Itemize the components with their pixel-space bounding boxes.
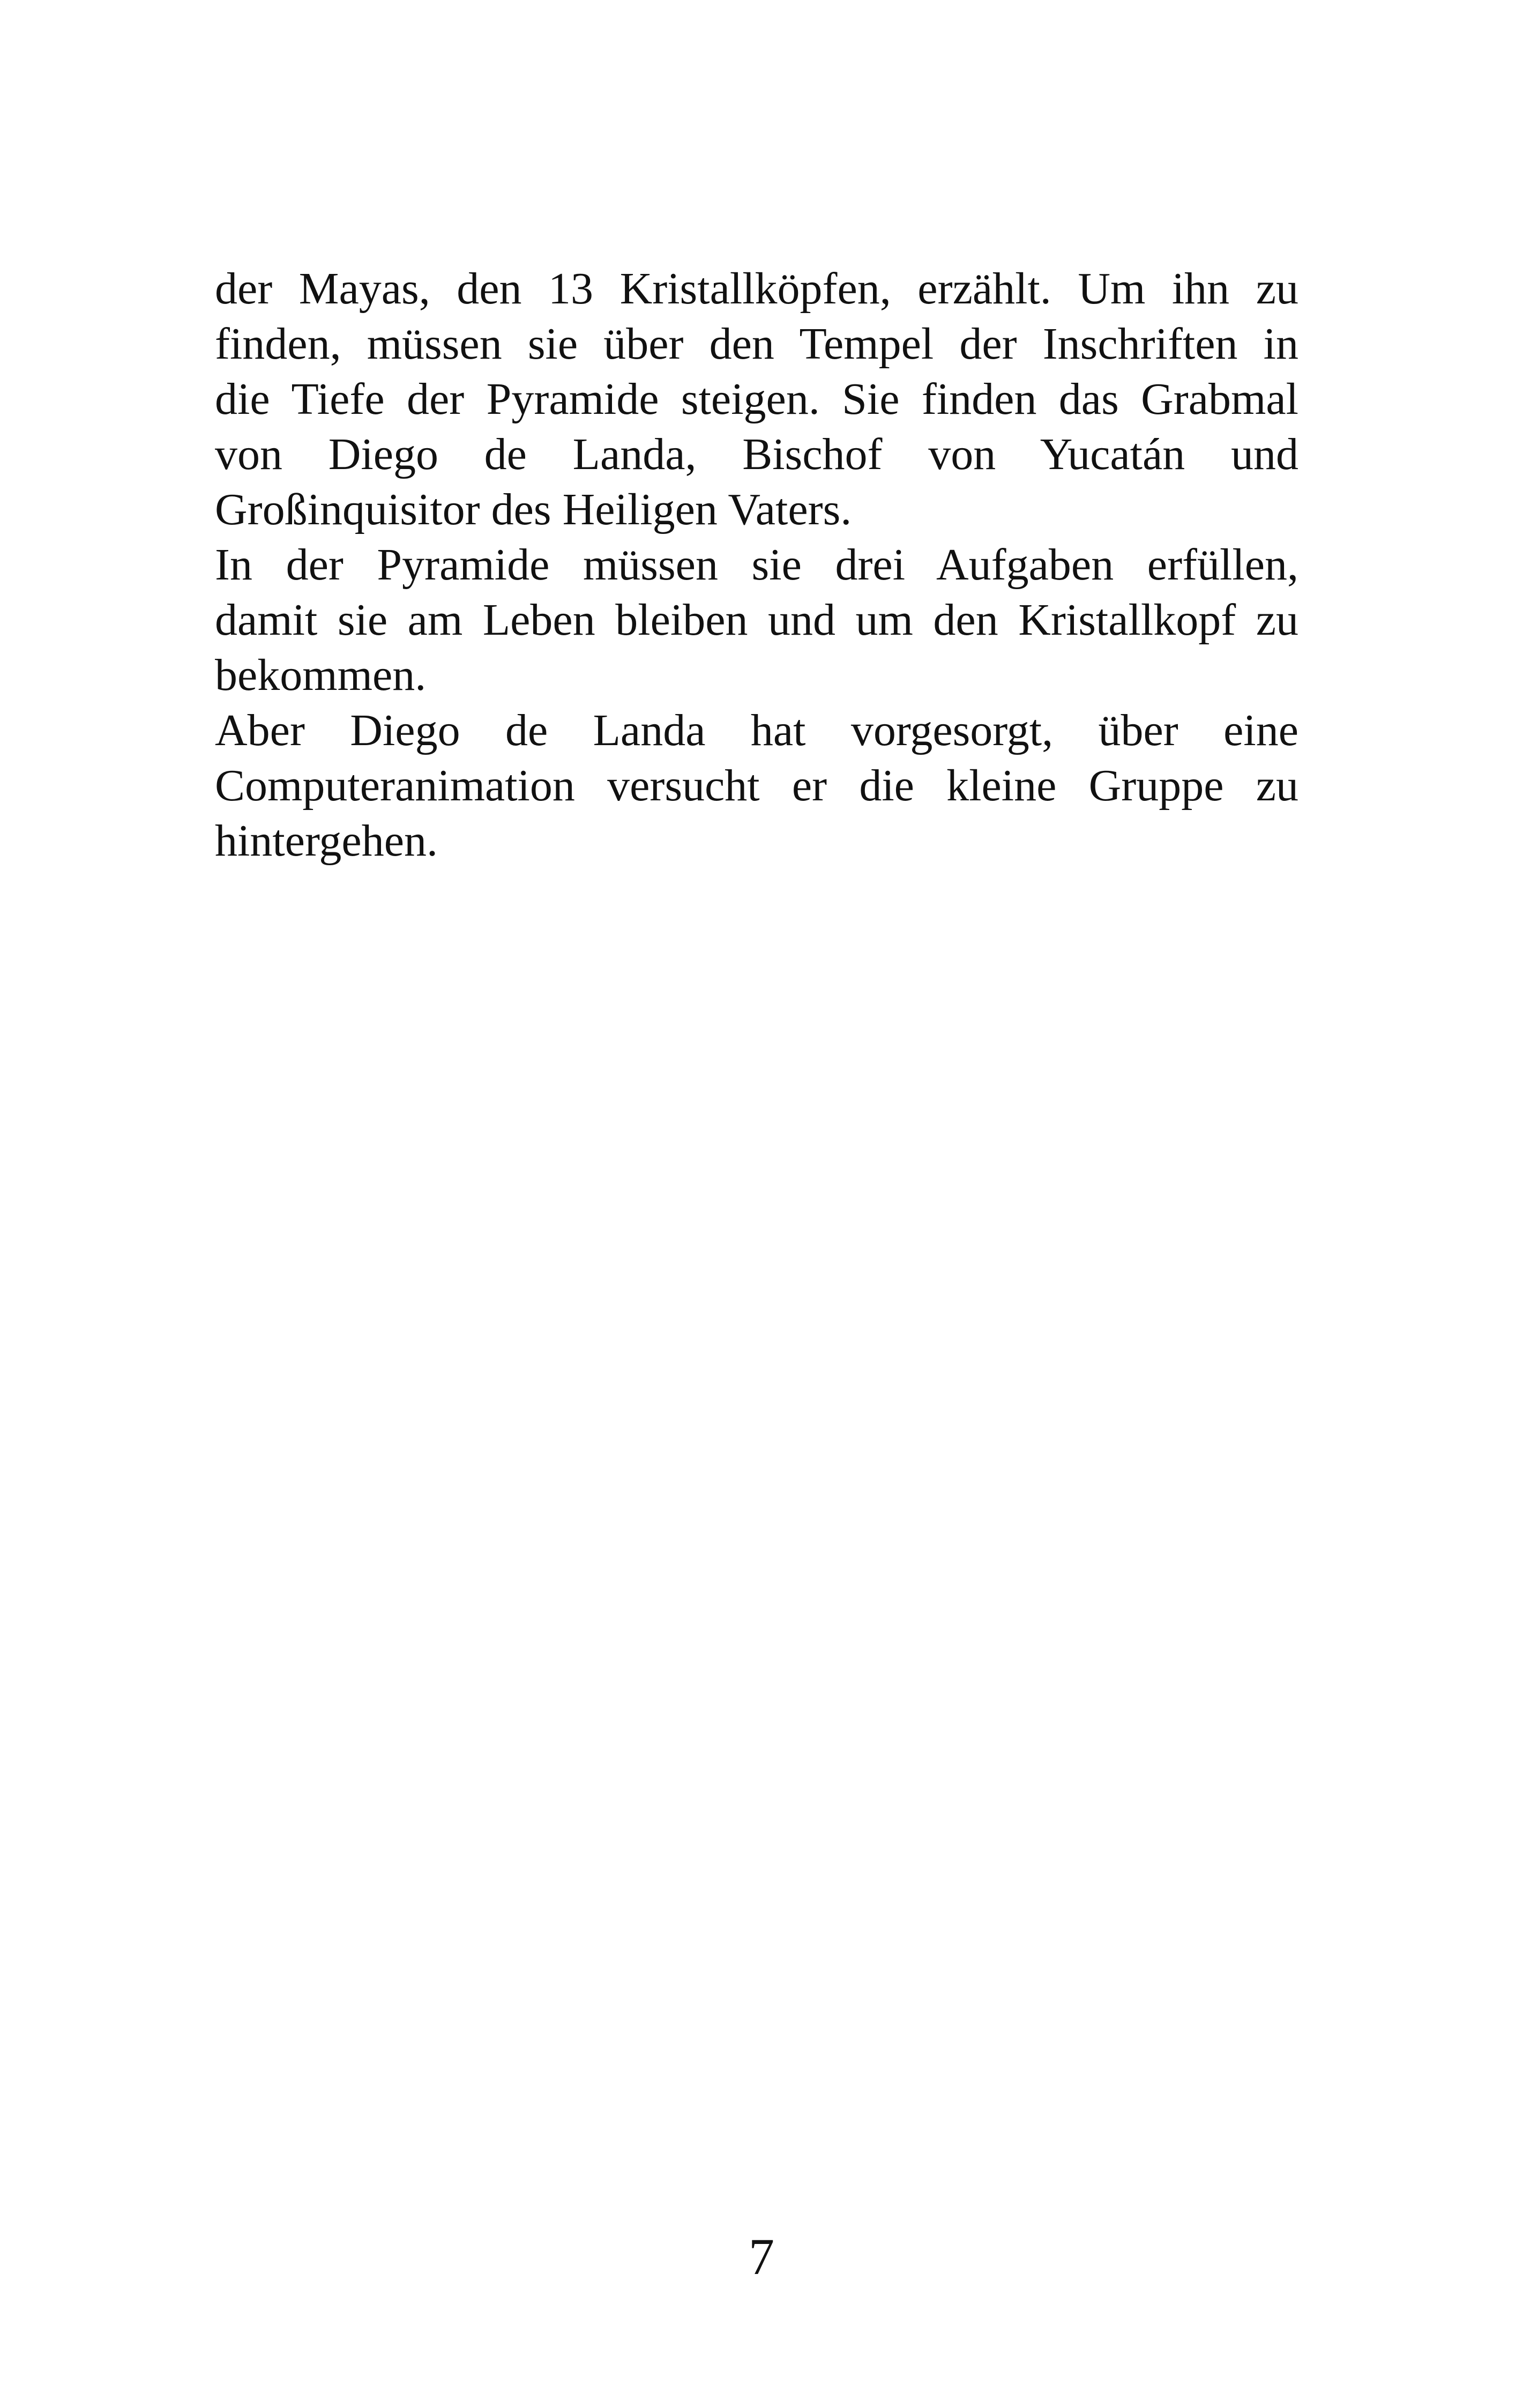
text-line: Aber Diego de Landa hat vorgesorgt, über eine (215, 705, 1298, 755)
text-line: hintergehen. (215, 816, 438, 866)
text-line: bekommen. (215, 650, 427, 700)
text-line: die Tiefe der Pyramide steigen. Sie finden das Grabmal (215, 374, 1298, 424)
text-line: Großinquisitor des Heiligen Vaters. (215, 485, 852, 534)
text-line: damit sie am Leben bleiben und um den Kristallkopf zu (215, 595, 1298, 645)
text-line: Computeranimation versucht er die kleine Gruppe zu (215, 761, 1298, 811)
paragraph-1 (215, 261, 1298, 537)
text-line: finden, müssen sie über den Tempel der Inschriften in (215, 319, 1298, 369)
paragraph-3 (215, 703, 1298, 868)
page-number: 7 (749, 2228, 774, 2285)
text-line: In der Pyramide müssen sie drei Aufgaben erfüllen, (215, 540, 1298, 590)
body-text (215, 261, 1298, 868)
text-line: der Mayas, den 13 Kristallköpfen, erzählt. Um ihn zu (215, 264, 1298, 314)
paragraph-2 (215, 537, 1298, 703)
text-line: von Diego de Landa, Bischof von Yucatán und (215, 429, 1298, 479)
